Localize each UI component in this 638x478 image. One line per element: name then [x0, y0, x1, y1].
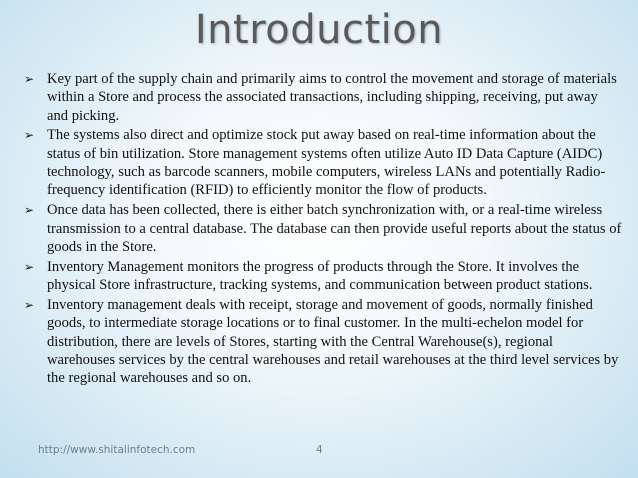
bullet-list [24, 70, 622, 389]
bullet-text-5: Inventory management deals with receipt, storage and movement of goods, normally finished goods, to intermediate storage locations or to final customer. In the multi-echelon model for distribution, there are levels of Stores, starting with the Central Warehouse(s), regional warehouses services by the central warehouses and retail warehouses at the third level services by the regional warehouses and so on. [47, 296, 619, 387]
bullet-item-2 [24, 126, 622, 199]
footer-url-link[interactable]: http://www.shitalinfotech.com [38, 444, 196, 456]
arrow-bullet-icon: ➢ [24, 297, 35, 312]
arrow-bullet-icon: ➢ [24, 128, 35, 143]
page-number: 4 [316, 444, 323, 456]
arrow-bullet-icon: ➢ [24, 72, 35, 86]
bullet-text-4: Inventory Management monitors the progress of products through the Store. It involves the physical Store infrastructure, tracking systems, and communication between product stations. [47, 258, 593, 294]
bullet-item-1 [24, 70, 622, 125]
bullet-text-3: Once data has been collected, there is either batch synchronization with, or a real-time wireless transmission to a central database. The database can then provide useful reports about the status of goods in the Store. [47, 202, 622, 255]
bullet-item-4 [24, 258, 622, 295]
bullet-text-2: The systems also direct and optimize stock put away based on real-time information about the status of bin utilization. Store management systems often utilize Auto ID Data Capture (AIDC) technology, such as barcode scanners, mobile computers, wireless LANs and potentially Radio-frequency identification (RFID) to efficiently monitor the flow of products. [47, 127, 606, 199]
bullet-item-3 [24, 201, 622, 256]
bullet-item-5 [24, 296, 622, 387]
slide-title: Introduction [194, 7, 444, 53]
arrow-bullet-icon: ➢ [24, 203, 35, 218]
arrow-bullet-icon: ➢ [24, 259, 35, 274]
bullet-text-1: Key part of the supply chain and primarily aims to control the movement and storage of materials within a Store and process the associated transactions, including shipping, receiving, put away and picking. [47, 71, 617, 124]
